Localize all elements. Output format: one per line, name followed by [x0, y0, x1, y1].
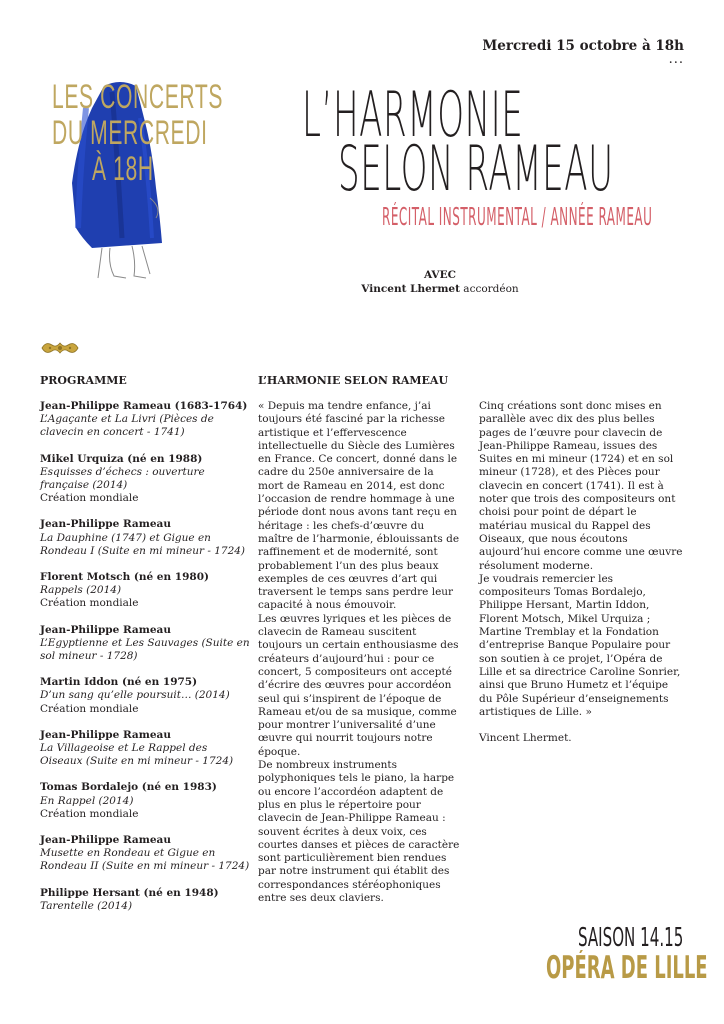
logo-line-2: DU MERCREDI: [52, 114, 208, 152]
composer: Florent Motsch (né en 1980): [40, 571, 209, 584]
composer: Mikel Urquiza (né en 1988): [40, 452, 203, 465]
essay-column-2: [479, 400, 684, 745]
title-line-2: SELON RAMEAU: [338, 132, 614, 205]
premiere-note: Création mondiale: [40, 702, 139, 715]
ellipsis-dots: ...: [668, 52, 684, 67]
season-label: SAISON 14.15: [578, 923, 684, 953]
composer: Jean-Philippe Rameau: [40, 518, 171, 531]
avec-label: AVEC: [424, 269, 456, 281]
ornament-icon: [40, 339, 80, 357]
program-item: [40, 571, 250, 611]
composer: Martin Iddon (né en 1975): [40, 676, 198, 689]
work-title: Rappels (2014): [40, 584, 122, 597]
composer: Jean-Philippe Rameau: [40, 623, 171, 636]
essay-paragraph: Cinq créations sont donc mises en parallèle avec dix des plus belles pages de l’œuvre pour clavecin de Jean-Philippe Rameau, issues des Suites en mi mineur (1724) et en sol mineur (1728), et des Pièces pour clavecin en concert (1741). Il est à noter que trois des compositeurs ont choisi pour point de départ le matériau musical du Rappel des Oiseaux, que nous écoutons aujourd’hui encore comme une œuvre résolument moderne.: [479, 400, 683, 572]
title-line-1: L’HARMONIE: [302, 78, 524, 151]
performer-instrument: accordéon: [459, 283, 519, 295]
essay-paragraph: De nombreux instruments polyphoniques tels le piano, la harpe ou encore l’accordéon adaptent de plus en plus le répertoire pour clavecin de Jean-Philippe Rameau : souvent écrites à deux voix, ces courtes danses et pièces de caractère sont particulièrement bien rendues par notre instrument qui établit des correspondances stéréophoniques entre ses deux claviers.: [258, 759, 460, 904]
work-title: L’Egyptienne et Les Sauvages (Suite en sol mineur - 1728): [40, 636, 250, 663]
premiere-note: Création mondiale: [40, 597, 139, 610]
program-item: [40, 676, 250, 716]
program-item: [40, 453, 250, 506]
work-title: D’un sang qu’elle poursuit… (2014): [40, 689, 230, 702]
program-list: [40, 400, 250, 926]
program-item: [40, 781, 250, 821]
essay-heading: L’HARMONIE SELON RAMEAU: [258, 374, 449, 387]
work-title: L’Agaçante et La Livri (Pièces de clavecin en concert - 1741): [40, 413, 214, 439]
essay-paragraph: « Depuis ma tendre enfance, j’ai toujours été fasciné par la richesse artistique et l’effervescence intellectuelle du Siècle des Lumières en France. Ce concert, donné dans le cadre du 250e anniversaire de la mort de Rameau en 2014, est donc l’occasion de rendre hommage à une période dont nous avons tant reçu en héritage : les chefs-d’œuvre du maître de l’harmonie, éblouissants de raffinement et de modernité, sont probablement l’un des plus beaux exemples de ces œuvres d’art qui traversent le temps sans perdre leur capacité à nous émouvoir.: [258, 400, 460, 612]
work-title: Esquisses d’échecs : ouverture française (2014): [40, 465, 205, 492]
program-heading: PROGRAMME: [40, 374, 127, 387]
essay-column-1: [258, 400, 460, 905]
signature: Vincent Lhermet.: [479, 732, 572, 745]
logo-line-1: LES CONCERTS: [52, 78, 224, 116]
subtitle: RÉCITAL INSTRUMENTAL / ANNÉE RAMEAU: [382, 202, 653, 231]
composer: Jean-Philippe Rameau (1683-1764): [40, 400, 248, 412]
essay-paragraph: Je voudrais remercier les compositeurs Tomas Bordalejo, Philippe Hersant, Martin Iddon, Florent Motsch, Mikel Urquiza ; Martine Tremblay et la Fondation d’entreprise Banque Populaire pour son soutien à ce projet, l’Opéra de Lille et sa directrice Caroline Sonrier, ainsi que Bruno Humetz et l’équipe du Pôle Supérieur d’enseignements artistiques de Lille. »: [479, 572, 681, 718]
concert-date: Mercredi 15 octobre à 18h: [482, 38, 684, 54]
premiere-note: Création mondiale: [40, 807, 139, 820]
work-title: En Rappel (2014): [40, 794, 134, 807]
work-title: La Villageoise et Le Rappel des Oiseaux (Suite en mi mineur - 1724): [40, 742, 234, 768]
composer: Philippe Hersant (né en 1948): [40, 886, 219, 899]
opera-de-lille-logo: OPÉRA DE LILLE: [546, 950, 708, 986]
program-item: [40, 834, 250, 874]
work-title: Tarentelle (2014): [40, 899, 133, 912]
cover-illustration: [52, 78, 222, 283]
essay-paragraph: Les œuvres lyriques et les pièces de clavecin de Rameau suscitent toujours un certain enthousiasme des créateurs d’aujourd’hui : pour ce concert, 5 compositeurs ont accepté d’écrire des œuvres pour accordéon seul qui s’inspirent de l’époque de Rameau et/ou de sa musique, comme pour montrer l’universalité d’une œuvre qui nourrit toujours notre époque.: [258, 612, 459, 758]
program-item: [40, 729, 250, 769]
performer-line: [300, 283, 580, 295]
program-item: [40, 400, 250, 440]
program-item: [40, 887, 250, 913]
composer: Jean-Philippe Rameau: [40, 834, 171, 847]
performer-name: Vincent Lhermet: [361, 283, 460, 295]
composer: Jean-Philippe Rameau: [40, 728, 171, 741]
composer: Tomas Bordalejo (né en 1983): [40, 781, 217, 794]
work-title: La Dauphine (1747) et Gigue en Rondeau I (Suite en mi mineur - 1724): [40, 531, 246, 557]
work-title: Musette en Rondeau et Gigue en Rondeau II (Suite en mi mineur - 1724): [40, 847, 250, 873]
logo-line-3: À 18H: [92, 150, 154, 188]
premiere-note: Création mondiale: [40, 492, 139, 505]
program-item: [40, 624, 250, 664]
program-item: [40, 518, 250, 558]
